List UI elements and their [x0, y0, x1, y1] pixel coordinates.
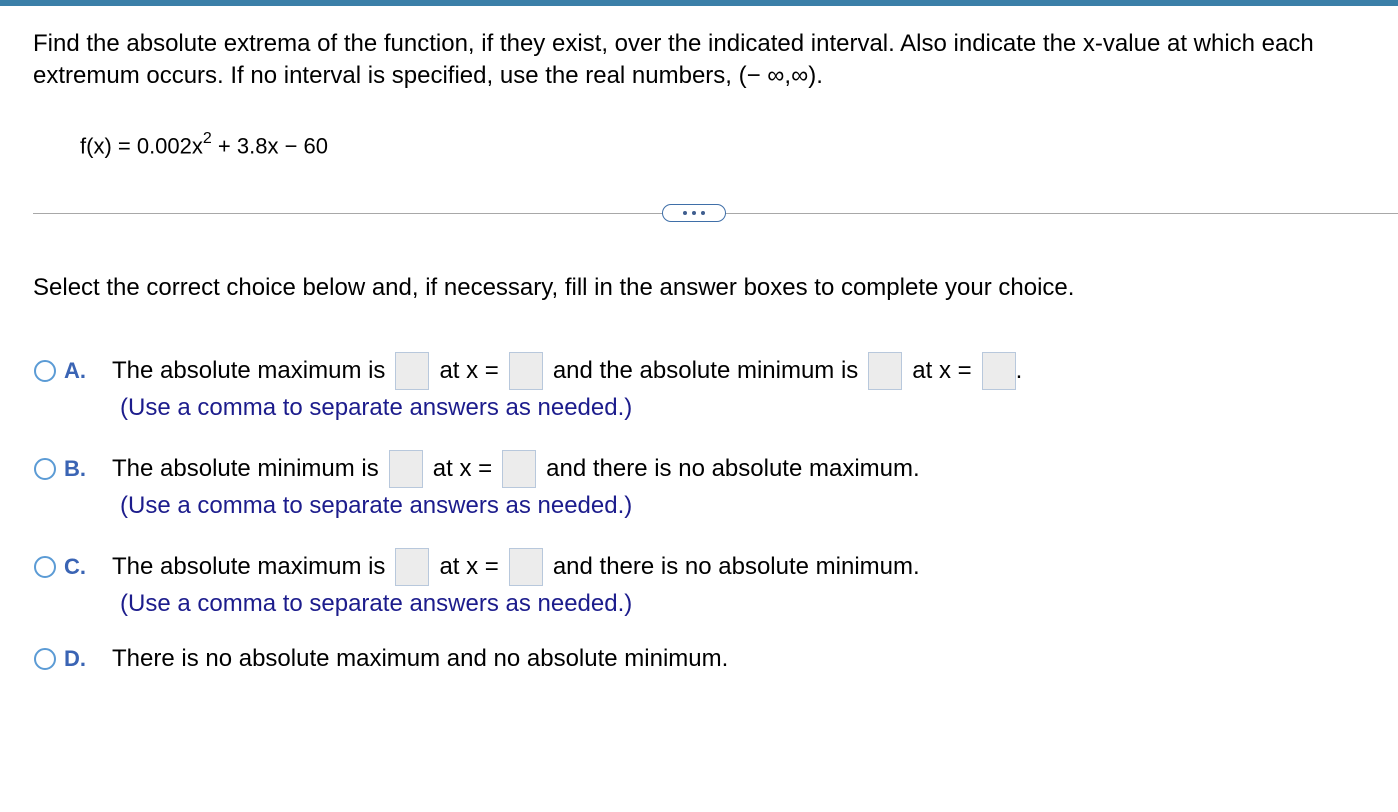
choice-c-text-3: and there is no absolute minimum.: [552, 553, 920, 580]
choice-b-text-1: The absolute minimum is: [112, 455, 379, 482]
choice-c-text-2: at x =: [439, 553, 499, 580]
question-text: Find the absolute extrema of the function, if they exist, over the indicated interval. Also indicate the x-value at which each extremum occurs. If no interval is specified, use the real numbers, (− ∞,∞).: [33, 30, 1314, 89]
choice-c-radio[interactable]: [34, 556, 56, 578]
show-more-button[interactable]: [662, 204, 726, 222]
choice-d-letter: D.: [64, 646, 86, 671]
function-exponent: 2: [202, 130, 212, 147]
choice-c-hint: (Use a comma to separate answers as needed.): [120, 590, 633, 617]
ellipsis-dot-icon: [692, 211, 696, 215]
choice-b-line: [34, 449, 920, 489]
choice-d: [34, 639, 728, 679]
choice-a-text-4: at x =: [912, 357, 972, 384]
choice-d-line: [34, 639, 728, 679]
choice-b-min-value-input[interactable]: [389, 450, 423, 488]
choice-b-hint: (Use a comma to separate answers as needed.): [120, 492, 633, 519]
choice-a-min-x-input[interactable]: [982, 352, 1016, 390]
choice-a-text-1: The absolute maximum is: [112, 357, 386, 384]
choice-a-text-3: and the absolute minimum is: [552, 357, 859, 384]
choice-c-max-value-input[interactable]: [395, 548, 429, 586]
choice-c: [34, 547, 920, 621]
choice-b-text-2: at x =: [432, 455, 493, 482]
choice-a-text-5: .: [1015, 357, 1023, 384]
choice-c-max-x-input[interactable]: [509, 548, 543, 586]
choice-d-text: There is no absolute maximum and no absolute minimum.: [112, 645, 729, 672]
choice-d-radio[interactable]: [34, 648, 56, 670]
ellipsis-dot-icon: [683, 211, 687, 215]
choice-a-max-x-input[interactable]: [509, 352, 543, 390]
choice-a-hint: (Use a comma to separate answers as needed.): [120, 394, 633, 421]
instruction-text: Select the correct choice below and, if necessary, fill in the answer boxes to complete your choice.: [33, 274, 1075, 301]
top-accent-bar: [0, 0, 1398, 6]
ellipsis-dot-icon: [701, 211, 705, 215]
choice-a: [34, 351, 1022, 425]
function-suffix: + 3.8x − 60: [211, 133, 328, 159]
choice-c-line: [34, 547, 920, 587]
choice-a-min-value-input[interactable]: [868, 352, 902, 390]
choice-b-min-x-input[interactable]: [502, 450, 536, 488]
choice-a-line: [34, 351, 1022, 391]
function-prefix: f(x) = 0.002x: [80, 133, 203, 159]
choice-a-max-value-input[interactable]: [395, 352, 429, 390]
choice-a-radio[interactable]: [34, 360, 56, 382]
function-expression: [80, 124, 328, 163]
choice-b-letter: B.: [64, 456, 86, 481]
choice-a-letter: A.: [64, 358, 86, 383]
choice-b-radio[interactable]: [34, 458, 56, 480]
choice-b: [34, 449, 920, 523]
choice-c-text-1: The absolute maximum is: [112, 553, 386, 580]
choice-a-text-2: at x =: [439, 357, 499, 384]
choice-c-letter: C.: [64, 554, 86, 579]
choice-b-text-3: and there is no absolute maximum.: [546, 455, 920, 482]
